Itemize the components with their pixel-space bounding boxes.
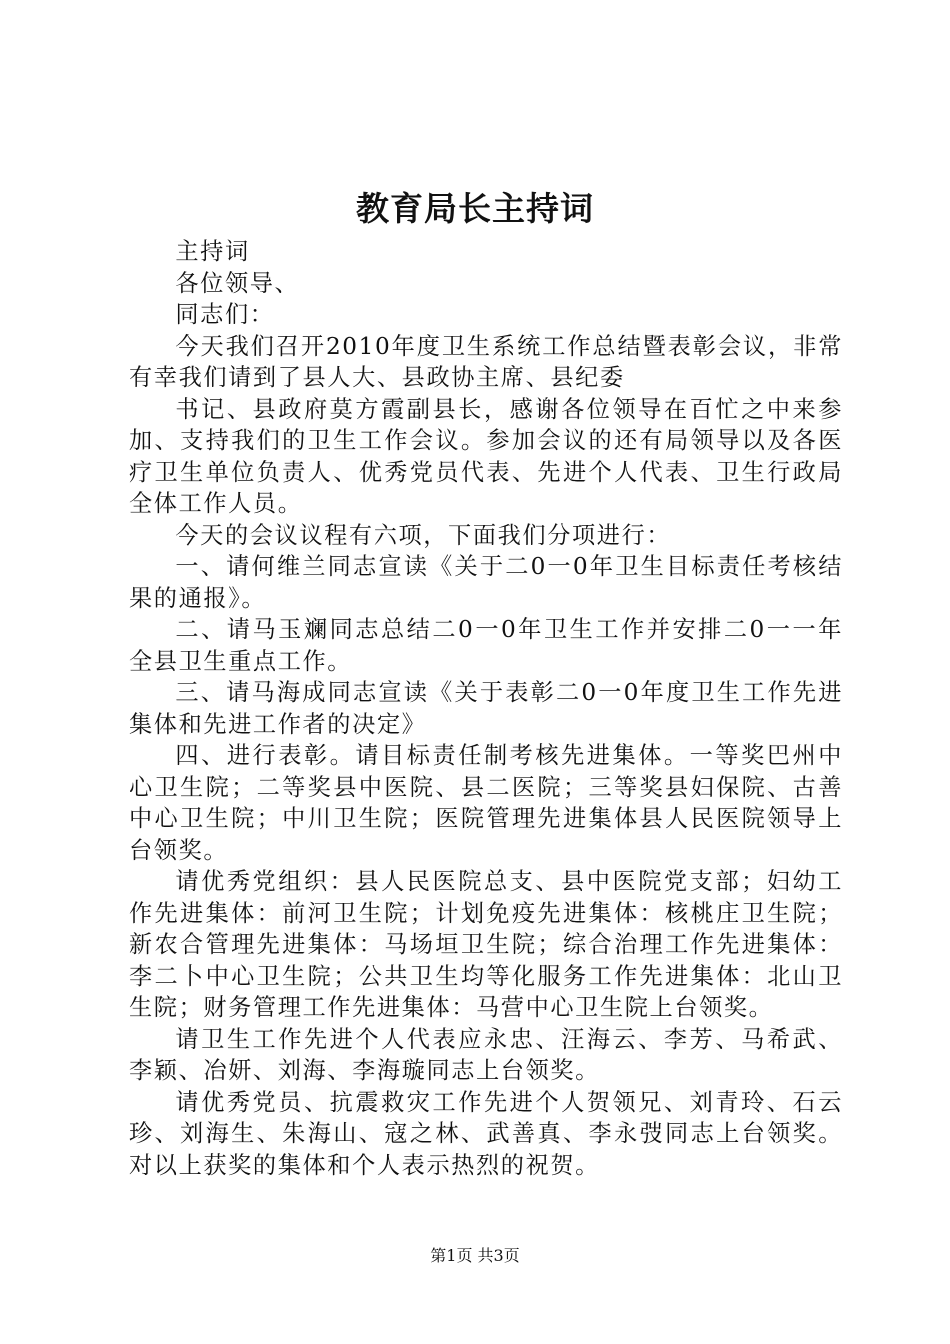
document-title: 教育局长主持词 bbox=[356, 189, 594, 228]
paragraph-agenda-item-1: 一、请何维兰同志宣读《关于二0一0年卫生目标责任考核结果的通报》。 bbox=[129, 553, 843, 612]
paragraph-award-party-orgs: 请优秀党组织：县人民医院总支、县中医院党支部；妇幼工作先进集体：前河卫生院；计划免疫先进集体：核桃庄卫生院；新农合管理先进集体：马场垣卫生院；综合治理工作先进集体：李二卜中心卫生院；公共卫生均等化服务工作先进集体：北山卫生院；财务管理工作先进集体：马营中心卫生院上台领奖。 bbox=[129, 868, 843, 1021]
paragraph-salutation-comrades: 同志们： bbox=[175, 301, 275, 328]
paragraph-agenda-item-4: 四、进行表彰。请目标责任制考核先进集体。一等奖巴州中心卫生院；二等奖县中医院、县二医院；三等奖县妇保院、古善中心卫生院；中川卫生院；医院管理先进集体县人民医院领导上台领奖。 bbox=[129, 742, 843, 864]
paragraph-salutation-leaders: 各位领导、 bbox=[175, 269, 300, 297]
paragraph-agenda-intro: 今天的会议议程有六项，下面我们分项进行： bbox=[175, 521, 672, 549]
paragraph-award-party-members: 请优秀党员、抗震救灾工作先进个人贺领兄、刘青玲、石云珍、刘海生、朱海山、寇之林、武善真、李永弢同志上台领奖。对以上获奖的集体和个人表示热烈的祝贺。 bbox=[129, 1088, 843, 1179]
paragraph-agenda-item-2: 二、请马玉斓同志总结二0一0年卫生工作并安排二0一一年全县卫生重点工作。 bbox=[129, 616, 843, 675]
paragraph-award-individuals: 请卫生工作先进个人代表应永忠、汪海云、李芳、马希武、李颖、冶妍、刘海、李海璇同志上台领奖。 bbox=[129, 1025, 843, 1084]
page-footer: 第1页 共3页 bbox=[430, 1246, 520, 1265]
paragraph-opening: 今天我们召开2010年度卫生系统工作总结暨表彰会议，非常有幸我们请到了县人大、县政协主席、县纪委 bbox=[129, 332, 843, 391]
paragraph-agenda-item-3: 三、请马海成同志宣读《关于表彰二0一0年度卫生工作先进集体和先进工作者的决定》 bbox=[129, 679, 843, 738]
document-body bbox=[129, 236, 843, 1181]
paragraph-attendees: 书记、县政府莫方霞副县长，感谢各位领导在百忙之中来参加、支持我们的卫生工作会议。参加会议的还有局领导以及各医疗卫生单位负责人、优秀党员代表、先进个人代表、卫生行政局全体工作人员。 bbox=[129, 395, 843, 517]
paragraph-greeting-title: 主持词 bbox=[175, 238, 250, 265]
